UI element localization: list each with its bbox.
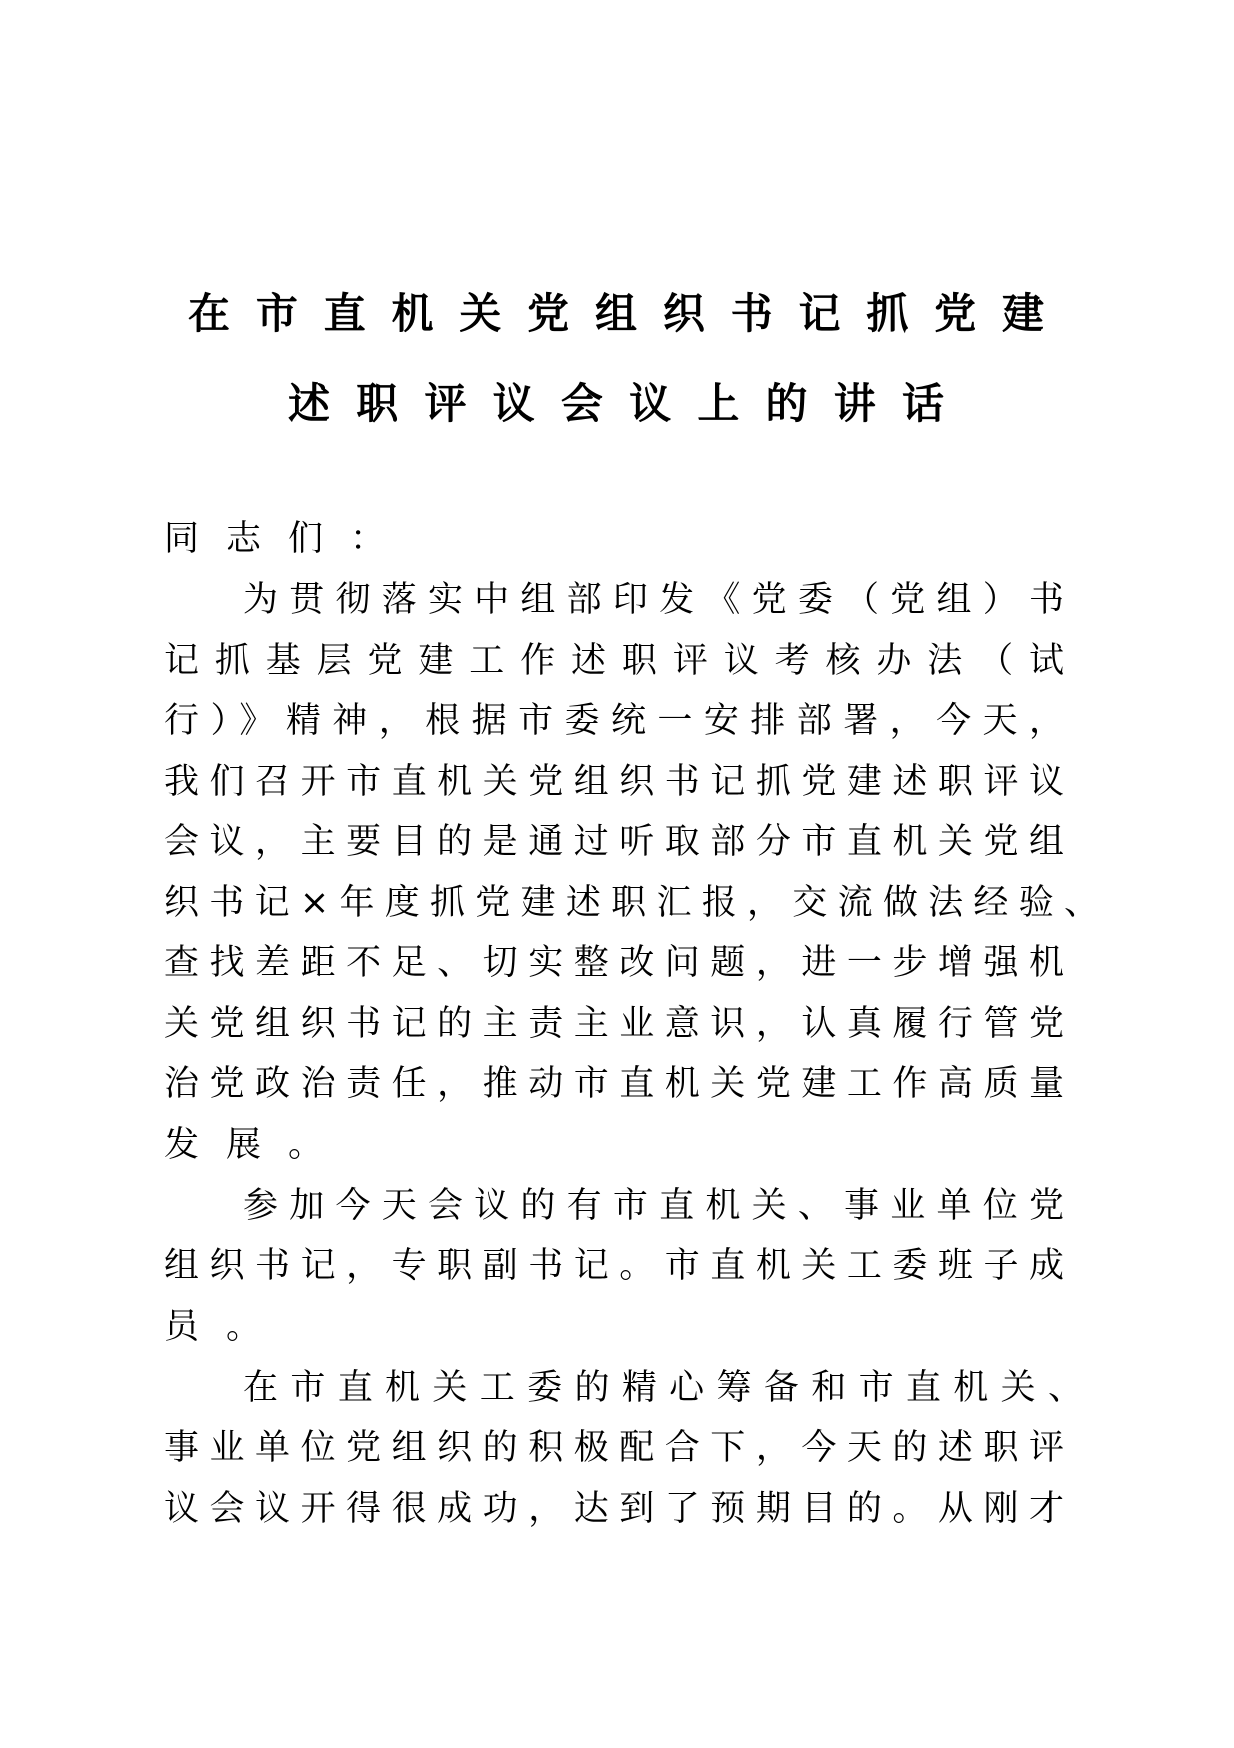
body-line: 员。 xyxy=(164,1307,289,1347)
body-line: 会议，主要目的是通过听取部分市直机关党组 xyxy=(164,822,1064,862)
body-line: 事业单位党组织的积极配合下，今天的述职评 xyxy=(164,1428,1064,1468)
document-title-line-1: 在市直机关党组织书记抓党建 xyxy=(188,289,1044,338)
salutation: 同志们： xyxy=(164,519,413,559)
body-line: 在市直机关工委的精心筹备和市直机关、 xyxy=(243,1368,1083,1408)
body-line: 行）》精神，根据市委统一安排部署，今天， xyxy=(164,701,1064,741)
body-line: 我们召开市直机关党组织书记抓党建述职评议 xyxy=(164,762,1064,802)
body-line: 查找差距不足、切实整改问题，进一步增强机 xyxy=(164,943,1064,983)
body-line: 关党组织书记的主责主业意识，认真履行管党 xyxy=(164,1004,1064,1044)
body-line: 治党政治责任，推动市直机关党建工作高质量 xyxy=(164,1064,1064,1104)
document-title-line-2: 述职评议会议上的讲话 xyxy=(288,379,944,428)
body-line: 参加今天会议的有市直机关、事业单位党 xyxy=(243,1186,1064,1226)
body-line: 为贯彻落实中组部印发《党委（党组）书 xyxy=(243,580,1064,620)
body-line: 议会议开得很成功，达到了预期目的。从刚才 xyxy=(164,1489,1064,1529)
body-line: 发展。 xyxy=(164,1125,351,1165)
body-line: 组织书记，专职副书记。市直机关工委班子成 xyxy=(164,1246,1064,1286)
body-line: 织书记×年度抓党建述职汇报，交流做法经验、 xyxy=(164,883,1099,923)
body-line: 记抓基层党建工作述职评议考核办法（试 xyxy=(164,641,1064,681)
